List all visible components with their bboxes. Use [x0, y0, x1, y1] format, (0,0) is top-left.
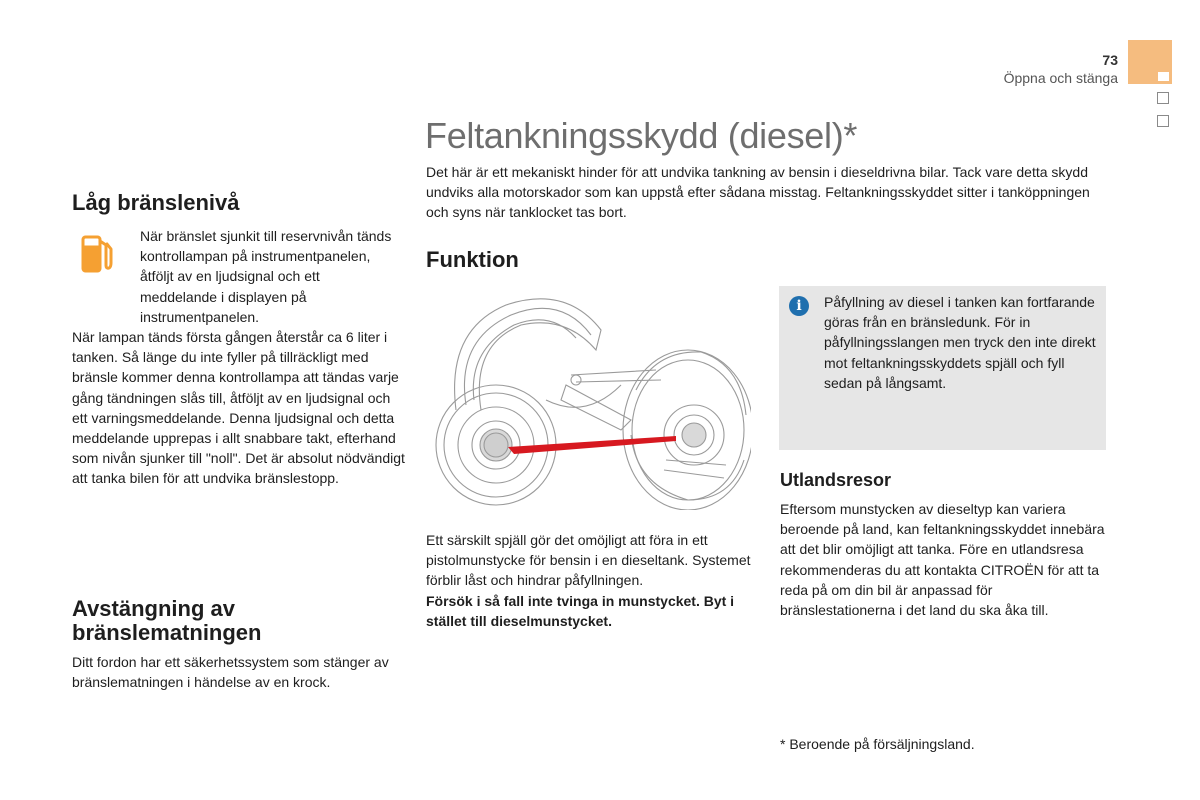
chapter-tab	[1128, 40, 1172, 84]
low-fuel-heading: Låg bränslenivå	[72, 190, 240, 215]
chapter-marker-box	[1157, 92, 1169, 104]
page-number: 73	[1102, 52, 1118, 68]
chapter-marker-box	[1157, 115, 1169, 127]
fuel-shutoff-heading: Avstängning av bränslematningen	[72, 596, 262, 645]
function-paragraph	[426, 530, 756, 631]
fuel-shutoff-paragraph: Ditt fordon har ett säkerhetssystem som stänger av bränslematningen i händelse av en krock.	[72, 654, 389, 691]
page-title: Feltankningsskydd (diesel)*	[425, 115, 858, 156]
low-fuel-paragraph: När lampan tänds första gången återstår ca 6 liter i tanken. Så länge du inte fyller på tillräckligt med bränsle kommer denna kontrollampa att tändas varje gång tändningen slås till, åtföljt av en ljudsignal och ett varningsmeddelande. Denna ljudsignal och detta meddelande upprepas i allt snabbare takt, efterhand som nivån sjunker till "noll". Det är absolut nödvändigt att tanka bilen för att undvika bränslestopp.	[72, 329, 405, 487]
section-name: Öppna och stänga	[1003, 70, 1118, 86]
function-body: Ett särskilt spjäll gör det omöjligt att föra in ett pistolmunstycke för bensin i en dieseltank. Systemet förblir låst och hindrar påfyllningen.	[426, 532, 751, 589]
fuel-pump-icon	[80, 233, 114, 277]
info-icon: i	[789, 296, 809, 316]
footnote: * Beroende på försäljningsland.	[780, 736, 975, 752]
intro-paragraph: Det här är ett mekaniskt hinder för att undvika tankning av bensin i dieseldrivna bilar. Tack vare detta skydd undviks alla motorskador som kan uppstå efter sådana misstag. Feltankningsskyddet sitter i tanköppningen och syns när tanklocket tas bort.	[426, 164, 1090, 221]
info-box	[779, 286, 1106, 450]
fuel-filler-diagram	[426, 290, 751, 510]
info-text: Påfyllning av diesel i tanken kan fortfarande göras från en bränsledunk. För in påfyllningsslangen men tryck den inte direkt mot feltankningsskyddets spjäll och fyll sedan på långsamt.	[824, 294, 1096, 391]
function-heading: Funktion	[426, 247, 519, 272]
fuel-warning-text: När bränslet sjunkit till reservnivån tänds kontrollampan på instrumentpanelen, åtföljt av en ljudsignal och ett meddelande i displayen på instrumentpanelen.	[140, 228, 392, 325]
travel-abroad-paragraph: Eftersom munstycken av dieseltyp kan variera beroende på land, kan feltankningsskyddet innebära att det blir omöjligt att tanka. Före en utlandsresa rekommenderas du att kontakta CITROËN för att ta reda på om din bil är anpassad för bränslestationerna i det land du ska åka till.	[780, 501, 1105, 619]
travel-abroad-heading: Utlandsresor	[780, 470, 892, 490]
function-warning: Försök i så fall inte tvinga in munstycket. Byt i stället till dieselmunstycket.	[426, 592, 735, 629]
